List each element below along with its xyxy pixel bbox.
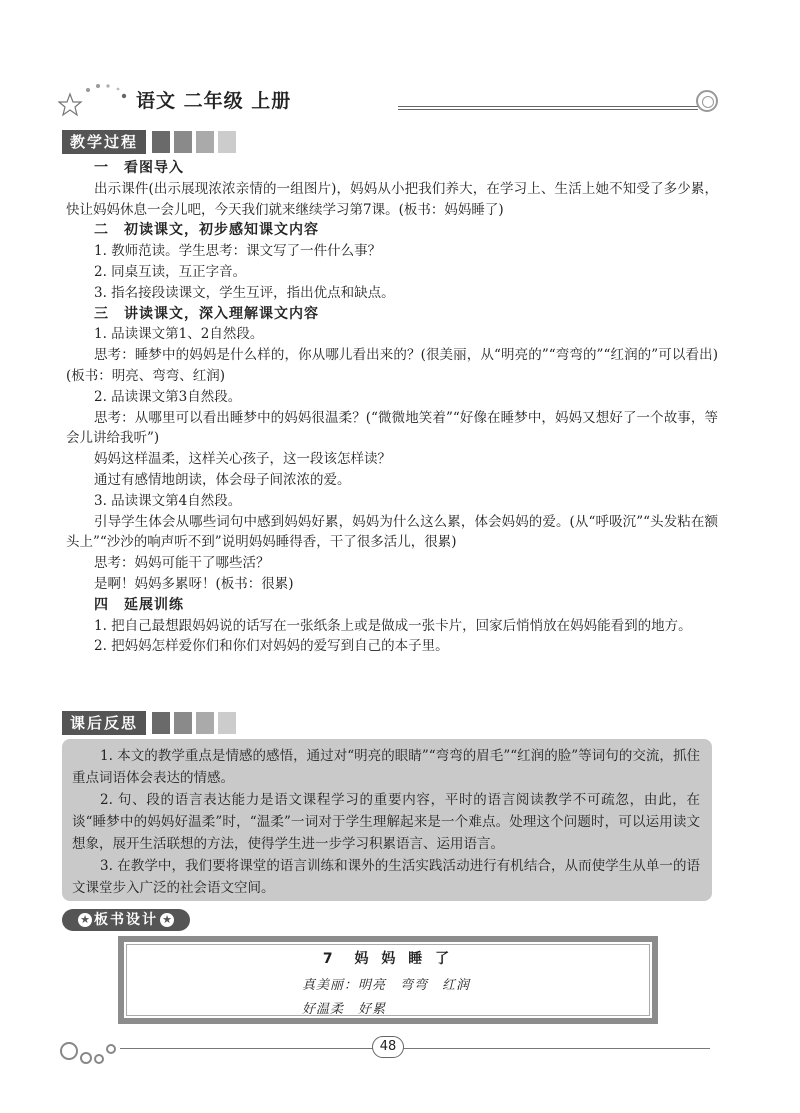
blackboard-design <box>118 936 658 1024</box>
reflection-box <box>62 739 712 901</box>
section-heading: 二 初读课文，初步感知课文内容 <box>94 222 319 239</box>
teaching-process <box>66 158 718 657</box>
section-heading: 三 讲读课文，深入理解课文内容 <box>94 305 319 322</box>
board-title: 7 妈 妈 睡 了 <box>322 951 454 967</box>
board-line: 好温柔 好累 <box>302 1002 387 1017</box>
book-title: 语文 二年级 上册 <box>136 90 292 112</box>
page-header <box>58 78 718 118</box>
list-item: 2. 品读课文第3自然段。 <box>94 388 242 405</box>
board-label-text: 板书设计 <box>94 912 158 928</box>
star-icon: ★ <box>160 913 174 927</box>
paragraph: 通过有感情地朗读，体会母子间浓浓的爱。 <box>94 471 351 488</box>
process-section-label <box>62 130 236 154</box>
list-item: 3. 品读课文第4自然段。 <box>94 492 242 509</box>
list-item: 3. 指名接段读课文，学生互评，指出优点和缺点。 <box>94 284 395 301</box>
reflection-section-label <box>62 711 236 735</box>
paragraph: 引导学生体会从哪些词句中感到妈妈好累，妈妈为什么这么累，体会妈妈的爱。(从“呼吸沉”“头发粘在额头上”“沙沙的响声听不到”说明妈妈睡得香，干了很多活儿，很累) <box>66 513 718 551</box>
paragraph: 3. 在教学中，我们要将课堂的语言训练和课外的生活实践活动进行有机结合，从而使学生从单一的语文课堂步入广泛的社会语文空间。 <box>72 858 700 896</box>
star-icon: ★ <box>78 913 92 927</box>
paragraph: 1. 本文的教学重点是情感的感悟，通过对“明亮的眼睛”“弯弯的眉毛”“红润的脸”等词句的交流，抓住重点词语体会表达的情感。 <box>72 748 700 786</box>
board-line: 真美丽：明亮 弯弯 红润 <box>302 978 471 993</box>
star-decoration-icon <box>58 78 128 118</box>
list-item: 1. 品读课文第1、2自然段。 <box>94 326 264 343</box>
paragraph: 是啊！妈妈多累呀！(板书：很累) <box>94 575 294 592</box>
list-item: 2. 同桌互读，互正字音。 <box>94 263 247 280</box>
section-heading: 四 延展训练 <box>94 596 184 613</box>
paragraph: 妈妈这样温柔，这样关心孩子，这一段该怎样读？ <box>94 451 391 468</box>
paragraph: 思考：妈妈可能干了哪些活？ <box>94 555 270 572</box>
list-item: 1. 教师范读。学生思考：课文写了一件什么事？ <box>94 243 382 260</box>
paragraph: 2. 句、段的语言表达能力是语文课程学习的重要内容，平时的语言阅读教学不可疏忽，由此，在谈“睡梦中的妈妈好温柔”时，“温柔”一词对于学生理解起来是一个难点。处理这个问题时，可以运用读文想象，展开生活联想的方法，使得学生进一步学习积累语言、运用语言。 <box>72 792 700 852</box>
board-design-label <box>62 909 190 931</box>
paragraph: 思考：从哪里可以看出睡梦中的妈妈很温柔？(“微微地笑着”“好像在睡梦中，妈妈又想好了一个故事，等会儿讲给我听”) <box>66 409 718 447</box>
paragraph: 出示课件(出示展现浓浓亲情的一组图片)，妈妈从小把我们养大，在学习上、生活上她不知受了多少累，快让妈妈休息一会儿吧，今天我们就来继续学习第7课。(板书：妈妈睡了) <box>66 180 718 218</box>
page-number: 48 <box>372 1036 404 1058</box>
page-footer <box>60 1034 710 1074</box>
list-item: 2. 把妈妈怎样爱你们和你们对妈妈的爱写到自己的本子里。 <box>94 638 449 655</box>
section-heading: 一 看图导入 <box>94 160 184 176</box>
footer-rule <box>120 1048 710 1049</box>
header-rule <box>398 106 698 110</box>
reflection-label-text: 课后反思 <box>62 711 146 735</box>
list-item: 1. 把自己最想跟妈妈说的话写在一张纸条上或是做成一张卡片，回家后悄悄放在妈妈能看到的地方。 <box>94 617 692 634</box>
process-label-text: 教学过程 <box>62 130 146 154</box>
swirl-icon <box>696 90 718 112</box>
paragraph: 思考：睡梦中的妈妈是什么样的，你从哪儿看出来的？(很美丽，从“明亮的”“弯弯的”“红润的”可以看出)(板书：明亮、弯弯、红润) <box>66 347 718 384</box>
